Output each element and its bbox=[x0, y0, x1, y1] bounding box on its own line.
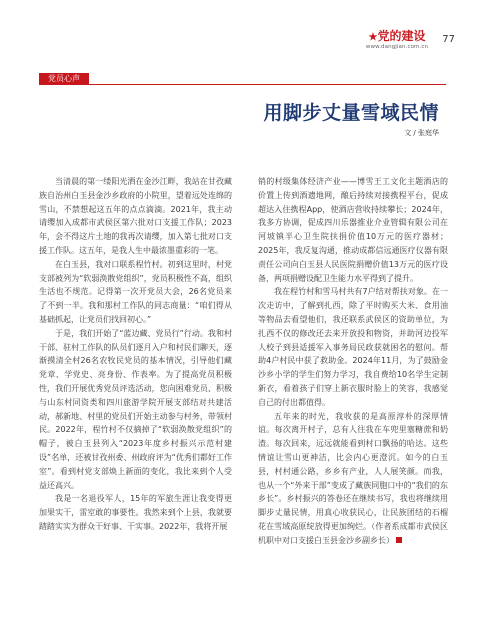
brand-url: www.dangjian.com.cn bbox=[365, 44, 429, 50]
article-column-right bbox=[258, 175, 448, 548]
paragraph: 我是一名退役军人，15年的军旅生涯让我变得更加果实干，雷室敢的事要性。我然来到个上县，我就要踏踏实实为群众干好事、干实事。2022年，我将开展 bbox=[39, 494, 232, 531]
article-byline: 文 / 张庭华 bbox=[404, 129, 439, 137]
section-tag: 党员心声 bbox=[39, 73, 89, 84]
paragraph-last bbox=[258, 410, 448, 548]
page-number: 77 bbox=[442, 34, 455, 45]
paragraph: 在白玉县，我对口联系程竹村。初到这里时，村党支部被列为“软弱涣散党组织”，党员积极性不高，组织生活也不规范。记得第一次开党员大会，26名党员来了不到一半。我和那村工作队的同志商量：“咱们得从基础抓起，让党员们找回初心。” bbox=[39, 259, 232, 324]
paragraph-text: 五年来的时光，我收获的是高原淳朴的深厚情谊。每次离开村子，总有人往我在车兜里塞糖蔗和奶渣。每次回来，远远就能看到村口飘扬的哈达。这些情谊让雪山更神洁，比会内心更澄沉。如今的白玉县，村村通公路，乡乡有产业，人人展笑颜。而我，也从一个“外来干部”变成了藏族同胞口中的“我们的东乡长”。乡村振兴的答卷还在继续书写，我也将继续用脚步丈量民情，用真心收获民心，让民族团结的石榴花在雪域高原绽放得更加绚烂。（作者系成都市武侯区机职中对口支援白玉县金沙乡副乡长） bbox=[258, 411, 448, 545]
paragraph: 当清晨的第一缕阳光洒在金沙江畔，我站在甘孜藏族自治州白玉县金沙乡政府的小院里，望着远处连绵的雪山，不禁想起这五年的点点滴滴。2021年，我主动请缨加入成都市武侯区第六批对口支援工作队；2023年，会不得这片土地的我再次请缨，加入第七批对口支援工作队。这五年，是我人生中最浓墨重彩的一笔。 bbox=[39, 177, 232, 255]
paragraph: 我在程竹村和雪马村共有7户结对帮扶对象。在一次走访中，了解到扎西，除了平时购买大米、食用油等物品去看望他们，我还联系武侯区的资助单位，为扎西不仅的修改还去来开放投和物资，并助河边投军人校子到县适援军入事务局民政获就困名的慰问。帮助4户村民中获了救助金。2024年11月，为了鼓励金沙乡小学的学生们努力学习，我自费给10名学生定制新衣，看着孩子们穿上新衣服时脸上的笑容，我感觉自己的付出都值得。 bbox=[258, 287, 448, 407]
end-mark-icon bbox=[396, 537, 402, 543]
article-title: 用脚步丈量雪域民情 bbox=[263, 102, 439, 124]
paragraph: 于是，我们开始了“蓝边藏、党员行”行动。我和村干部、驻村工作队的队员们逐月入户和村民们聊天，逐渐摸清全村26名农牧民党员的基本情况，引导他们藏党章、学党史、亮身份、作表率。为了提高党员积极性，我们开展优秀党员评选活动，您向困难党员、积极与山东村同资类和四川旅游学院开展支部结对共建活动，郝新地、村里的党员们开始主动参与村务，带领村民。2022年，程竹村不仅摘掉了“软弱涣散党组织”的帽子，被白玉县列入“2023年度乡村振兴示范村建设”名单，还被甘孜州委、州政府评为“优秀们都好工作室”。看到村党支部焕上新面的变化，我比来到个人受益还高兴。 bbox=[39, 328, 232, 490]
section-divider bbox=[39, 84, 446, 85]
brand-name: ★党的建设 bbox=[368, 29, 426, 43]
star-icon: ★ bbox=[368, 32, 378, 43]
article-column-left bbox=[39, 175, 232, 534]
paragraph: 销的村级集体经济产业——博雪王工文化主题酒店的价置上传到酒遗地网，酿后持续对接携程平台，促成超达入住携程App，使酒店营收持续攀长；2024年，我多方协调，促成四川乐器推业介业管辑有限公司在河坡镇半心卫生院扶捐价值10万元的医疗器材；2025年，我反复沟通，推动成都信远通医疗仪器有限责任公司向白玉县人民医院捐赠价值13万元的医疗设备，两项捐赠设配卫生能力水平得到了提升。 bbox=[258, 177, 448, 283]
brand-logo bbox=[361, 30, 433, 51]
